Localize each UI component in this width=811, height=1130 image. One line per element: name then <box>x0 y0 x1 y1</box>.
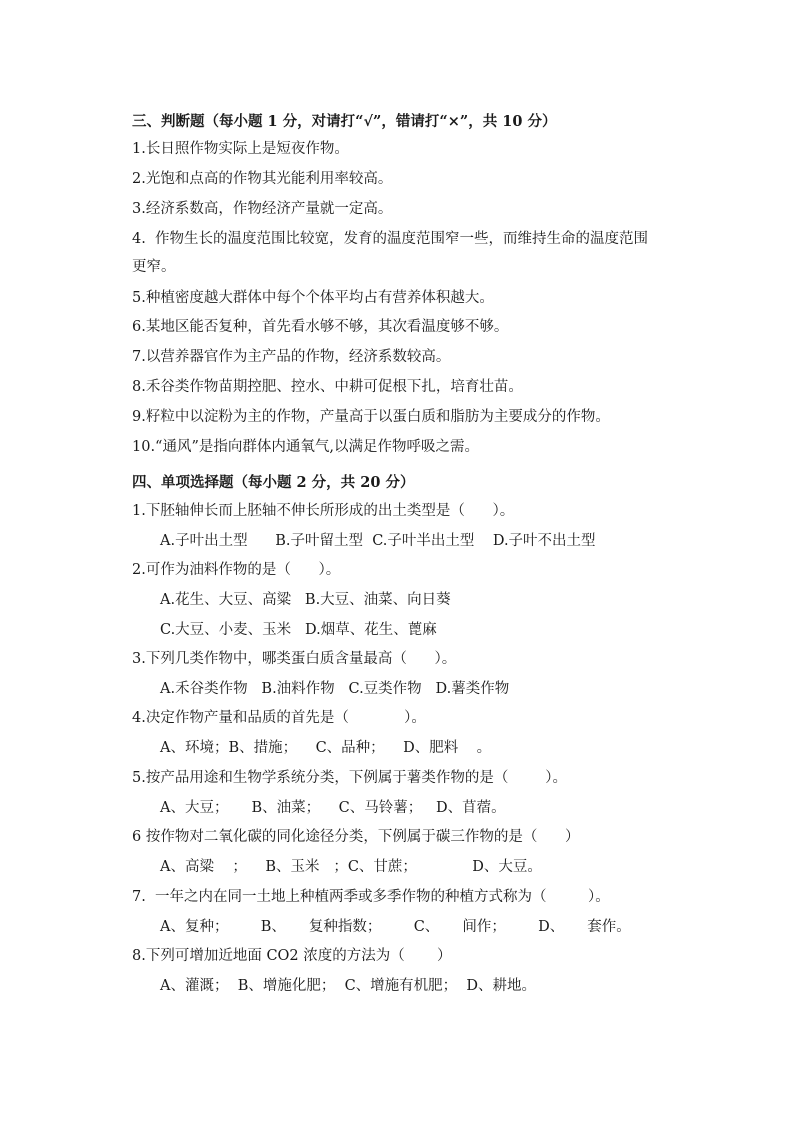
tf-item-3: 3.经济系数高，作物经济产量就一定高。 <box>132 201 393 217</box>
mc-question-6: 6 按作物对二氧化碳的同化途径分类，下例属于碳三作物的是（ ） <box>132 829 580 845</box>
tf-item-9: 9.籽粒中以淀粉为主的作物，产量高于以蛋白质和脂肪为主要成分的作物。 <box>132 409 610 425</box>
mc-question-7: 7. 一年之内在同一土地上种植两季或多季作物的种植方式称为（ ）。 <box>132 889 610 905</box>
mc-question-3: 3.下列几类作物中，哪类蛋白质含量最高（ ）。 <box>132 651 457 667</box>
mc-options-7: A、复种； B、 复种指数； C、 间作； D、 套作。 <box>160 919 631 935</box>
mc-question-8: 8.下列可增加近地面 CO2 浓度的方法为（ ） <box>132 948 452 964</box>
mc-question-2: 2.可作为油料作物的是（ ）。 <box>132 562 341 578</box>
mc-options-6: A、高粱 ； B、玉米 ；C、甘蔗； D、大豆。 <box>160 859 542 875</box>
tf-item-10: 10.“通风”是指向群体内通氧气,以满足作物呼吸之需。 <box>132 439 479 455</box>
section4-heading: 四、单项选择题（每小题 2 分，共 20 分） <box>132 474 415 491</box>
mc-options-2b: C.大豆、小麦、玉米 D.烟草、花生、蓖麻 <box>160 622 437 638</box>
tf-item-8: 8.禾谷类作物苗期控肥、控水、中耕可促根下扎，培育壮苗。 <box>132 379 523 395</box>
tf-item-1: 1.长日照作物实际上是短夜作物。 <box>132 141 349 157</box>
mc-options-1: A.子叶出土型 B.子叶留土型 C.子叶半出土型 D.子叶不出土型 <box>160 533 596 549</box>
tf-item-7: 7.以营养器官作为主产品的作物，经济系数较高。 <box>132 349 451 365</box>
tf-item-4-cont: 更窄。 <box>132 259 176 275</box>
section3-heading: 三、判断题（每小题 1 分，对请打“√”，错请打“×”，共 10 分） <box>132 113 557 130</box>
mc-options-2a: A.花生、大豆、高粱 B.大豆、油菜、向日葵 <box>160 592 451 608</box>
tf-item-5: 5.种植密度越大群体中每个个体平均占有营养体积越大。 <box>132 290 494 306</box>
tf-item-4: 4. 作物生长的温度范围比较宽，发育的温度范围窄一些，而维持生命的温度范围 <box>132 231 649 247</box>
mc-options-5: A、大豆； B、油菜； C、马铃薯； D、苜蓿。 <box>160 800 506 816</box>
mc-question-4: 4.决定作物产量和品质的首先是（ ）。 <box>132 710 426 726</box>
mc-options-3: A.禾谷类作物 B.油料作物 C.豆类作物 D.薯类作物 <box>160 681 510 697</box>
mc-question-5: 5.按产品用途和生物学系统分类，下例属于薯类作物的是（ ）。 <box>132 770 567 786</box>
tf-item-2: 2.光饱和点高的作物其光能利用率较高。 <box>132 171 393 187</box>
mc-options-8: A、灌溉； B、增施化肥； C、增施有机肥； D、耕地。 <box>160 978 536 994</box>
mc-question-1: 1.下胚轴伸长而上胚轴不伸长所形成的出土类型是（ ）。 <box>132 503 515 519</box>
tf-item-6: 6.某地区能否复种，首先看水够不够，其次看温度够不够。 <box>132 319 509 335</box>
mc-options-4: A、环境；B、措施； C、品种； D、肥料 。 <box>160 740 492 756</box>
